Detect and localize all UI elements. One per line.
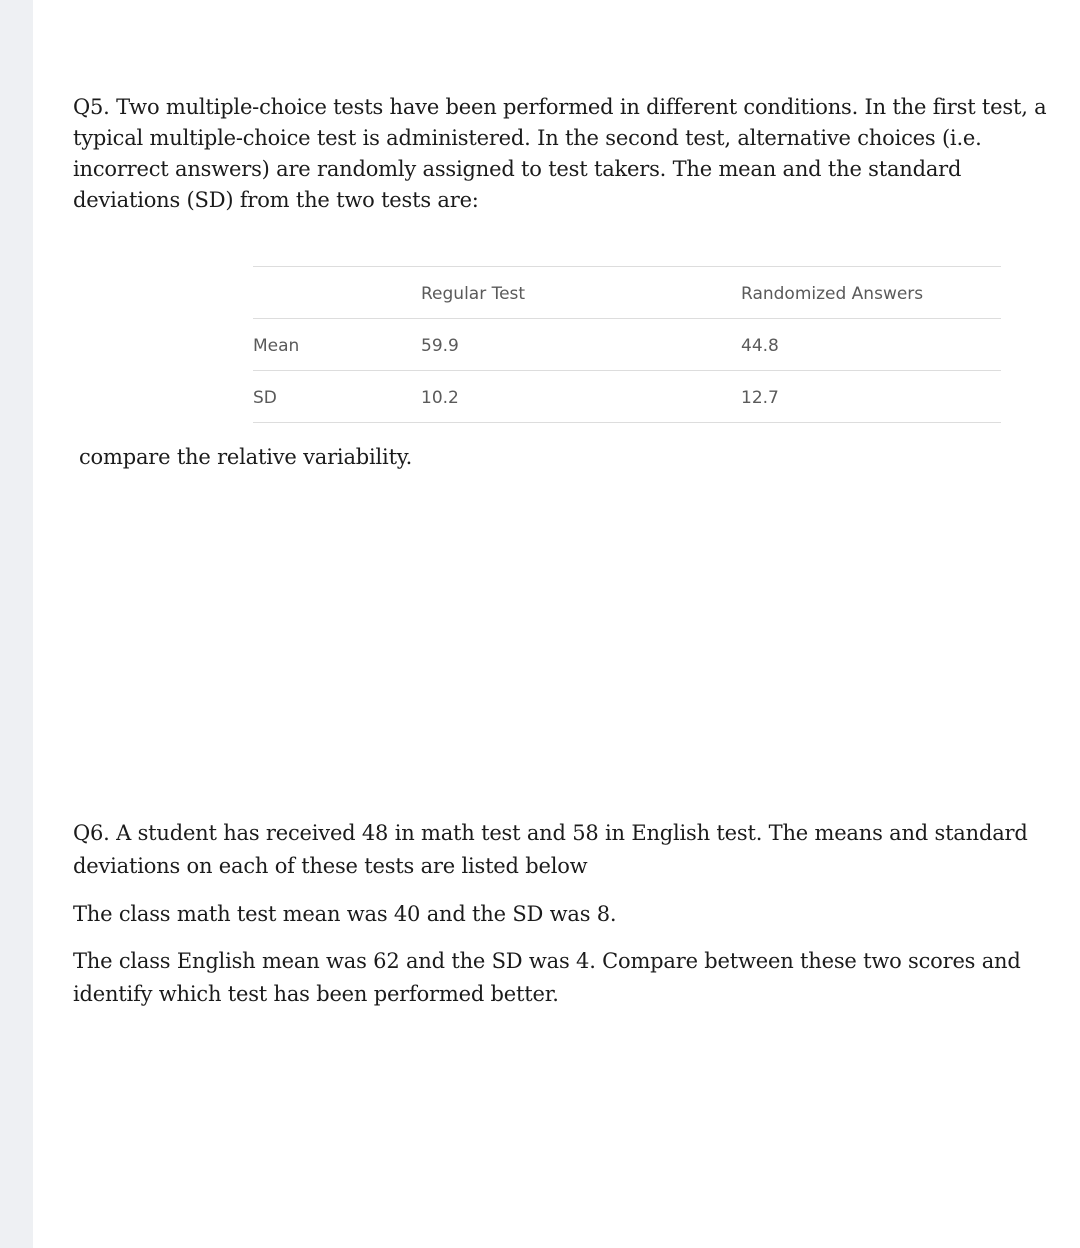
row-label-mean: Mean (253, 336, 300, 356)
question-6-math-line: The class math test mean was 40 and the SD was 8. (73, 902, 617, 926)
sd-randomized-value: 12.7 (741, 388, 779, 408)
table-header-regular-test: Regular Test (421, 284, 526, 304)
mean-randomized-value: 44.8 (741, 336, 779, 356)
table-header-row (253, 266, 1001, 318)
table-header-randomized-answers: Randomized Answers (741, 284, 924, 304)
statistics-table (253, 266, 1001, 423)
question-5-instruction: compare the relative variability. (79, 445, 413, 469)
sd-regular-value: 10.2 (421, 388, 459, 408)
table-row (253, 318, 1001, 370)
table-row (253, 370, 1001, 423)
question-6-english-line: The class English mean was 62 and the SD was 4. Compare between these two scores and identify which test has been performed better. (73, 949, 1021, 1006)
question-5-text: Q5. Two multiple-choice tests have been performed in different conditions. In the first test, a typical multiple-choice test is administered. In the second test, alternative choices (i.e. incorrect answers) are randomly assigned to test takers. The mean and the standard deviations (SD) from the two tests are: (73, 95, 1047, 212)
left-margin (0, 0, 33, 1248)
row-label-sd: SD (253, 388, 277, 408)
mean-regular-value: 59.9 (421, 336, 459, 356)
question-6-text: Q6. A student has received 48 in math test and 58 in English test. The means and standard deviations on each of these tests are listed below (73, 821, 1028, 878)
